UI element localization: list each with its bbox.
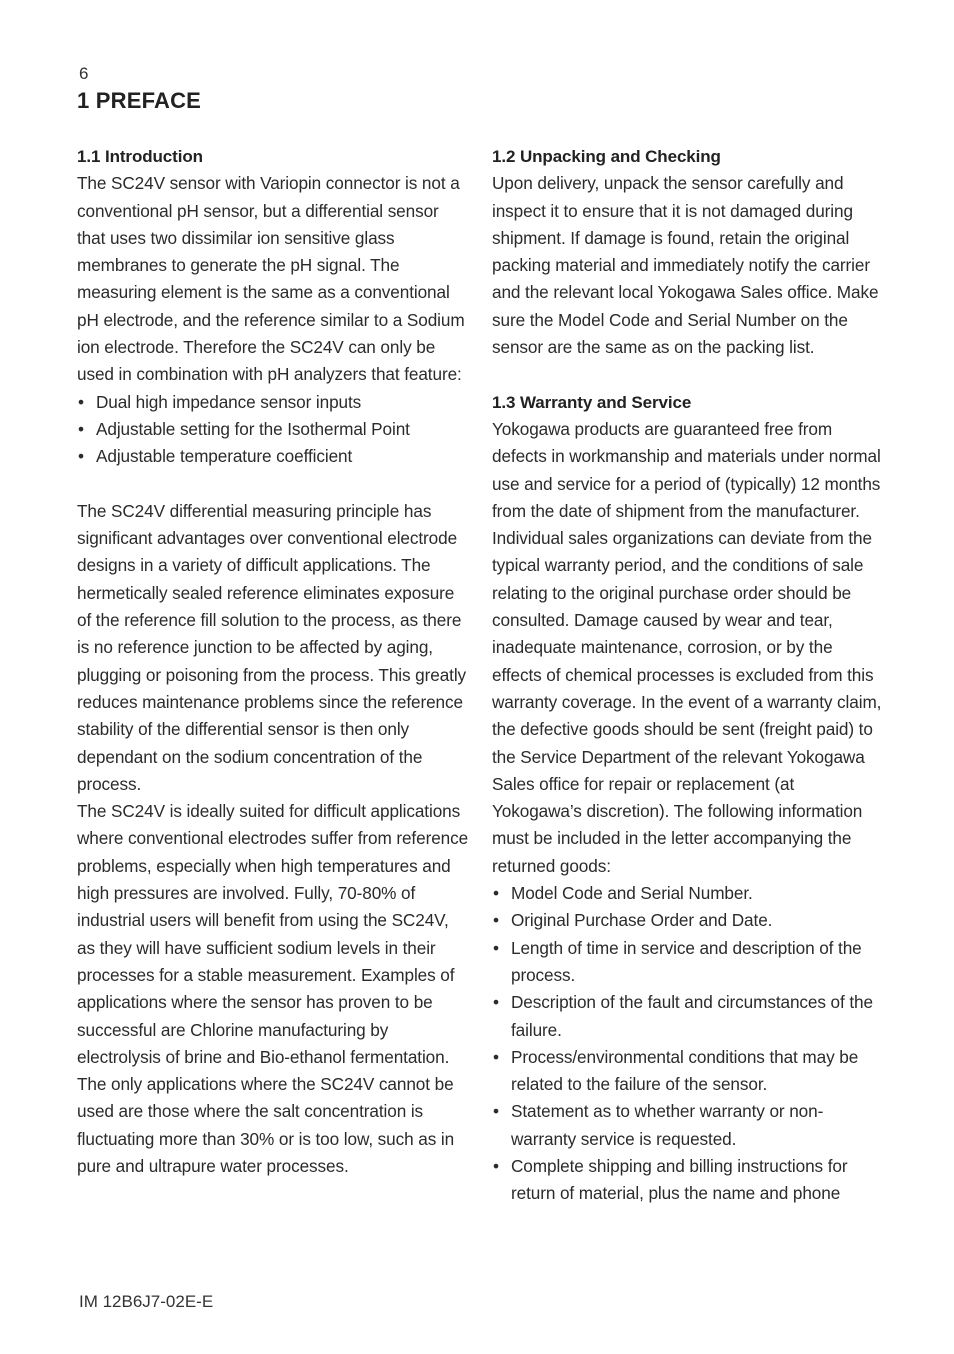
introduction-paragraph-2: The SC24V differential measuring principle has significant advantages over conventional electrode designs in a variety of difficult applications. The hermetically sealed reference eliminates exposure of the reference fill solution to the process, as there is no reference junction to be affected by aging, plugging or poisoning from the process. This greatly reduces maintenance problems since the reference stability of the differential sensor is then only dependant on the sodium concentration of the process. [77,500,467,794]
spacer [492,361,884,388]
list-item: • Adjustable setting for the Isothermal Point [77,416,469,443]
chapter-title: 1 PREFACE [77,88,202,113]
warranty-paragraph: Yokogawa products are guaranteed free from defects in workmanship and materials under normal use and service for a period of (typically) 12 months from the date of shipment from the manufacturer. Individual sales organizations can deviate from the typical warranty period, and the conditions of sale relating to the original purchase order should be consulted. Damage caused by wear and tear, inadequate maintenance, corrosion, or by the effects of chemical processes is excluded from this warranty coverage. In the event of a warranty claim, the defective goods should be sent (freight paid) to the Service Department of the relevant Yokogawa Sales office for repair or replacement (at Yokogawa’s discretion). The following information must be included in the letter accompanying the returned goods: [492,418,882,876]
analyzer-feature-list [77,389,469,471]
introduction-paragraph-1: The SC24V sensor with Variopin connector is not a conventional pH sensor, but a differential sensor that uses two dissimilar ion sensitive glass membranes to generate the pH signal. The measuring element is the same as a conventional pH electrode, and the reference similar to a Sodium ion electrode. Therefore the SC24V can only be used in combination with pH analyzers that feature: [77,173,465,385]
introduction-heading: 1.1 Introduction [77,147,203,166]
list-item: • Model Code and Serial Number. [492,880,884,907]
page-number: 6 [79,64,89,83]
right-column [492,143,884,1208]
list-item: • Statement as to whether warranty or non-warranty service is requested. [492,1098,884,1153]
list-item: • Adjustable temperature coefficient [77,443,469,470]
list-item: • Dual high impedance sensor inputs [77,389,469,416]
list-item: • Original Purchase Order and Date. [492,907,884,934]
introduction-paragraph-3: The SC24V is ideally suited for difficult applications where conventional electrodes suffer from reference problems, especially when high temperatures and high pressures are involved. Fully, 70-80% of industrial users will benefit from using the SC24V, as they will have sufficient sodium levels in their processes for a stable measurement. Examples of applications where the sensor has proven to be successful are Chlorine manufacturing by electrolysis of brine and Bio-ethanol fermentation. [77,801,469,1067]
warranty-heading: 1.3 Warranty and Service [492,392,692,412]
spacer [77,471,469,498]
list-item: • Length of time in service and description of the process. [492,935,884,990]
list-item: • Process/environmental conditions that may be related to the failure of the sensor. [492,1044,884,1099]
document-code: IM 12B6J7-02E-E [79,1292,214,1311]
unpacking-paragraph: Upon delivery, unpack the sensor carefully and inspect it to ensure that it is not damaged during shipment. If damage is found, retain the original packing material and immediately notify the carrier and the relevant local Yokogawa Sales office. Make sure the Model Code and Serial Number on the sensor are the same as on the packing list. [492,173,879,358]
left-column [77,143,469,1180]
return-information-list [492,880,884,1208]
introduction-paragraph-4: The only applications where the SC24V cannot be used are those where the salt concentration is fluctuating more than 30% or is too low, such as in pure and ultrapure water processes. [77,1074,455,1176]
list-item: • Description of the fault and circumstances of the failure. [492,989,884,1044]
unpacking-heading: 1.2 Unpacking and Checking [492,147,721,166]
list-item: • Complete shipping and billing instructions for return of material, plus the name and phone [492,1153,884,1208]
